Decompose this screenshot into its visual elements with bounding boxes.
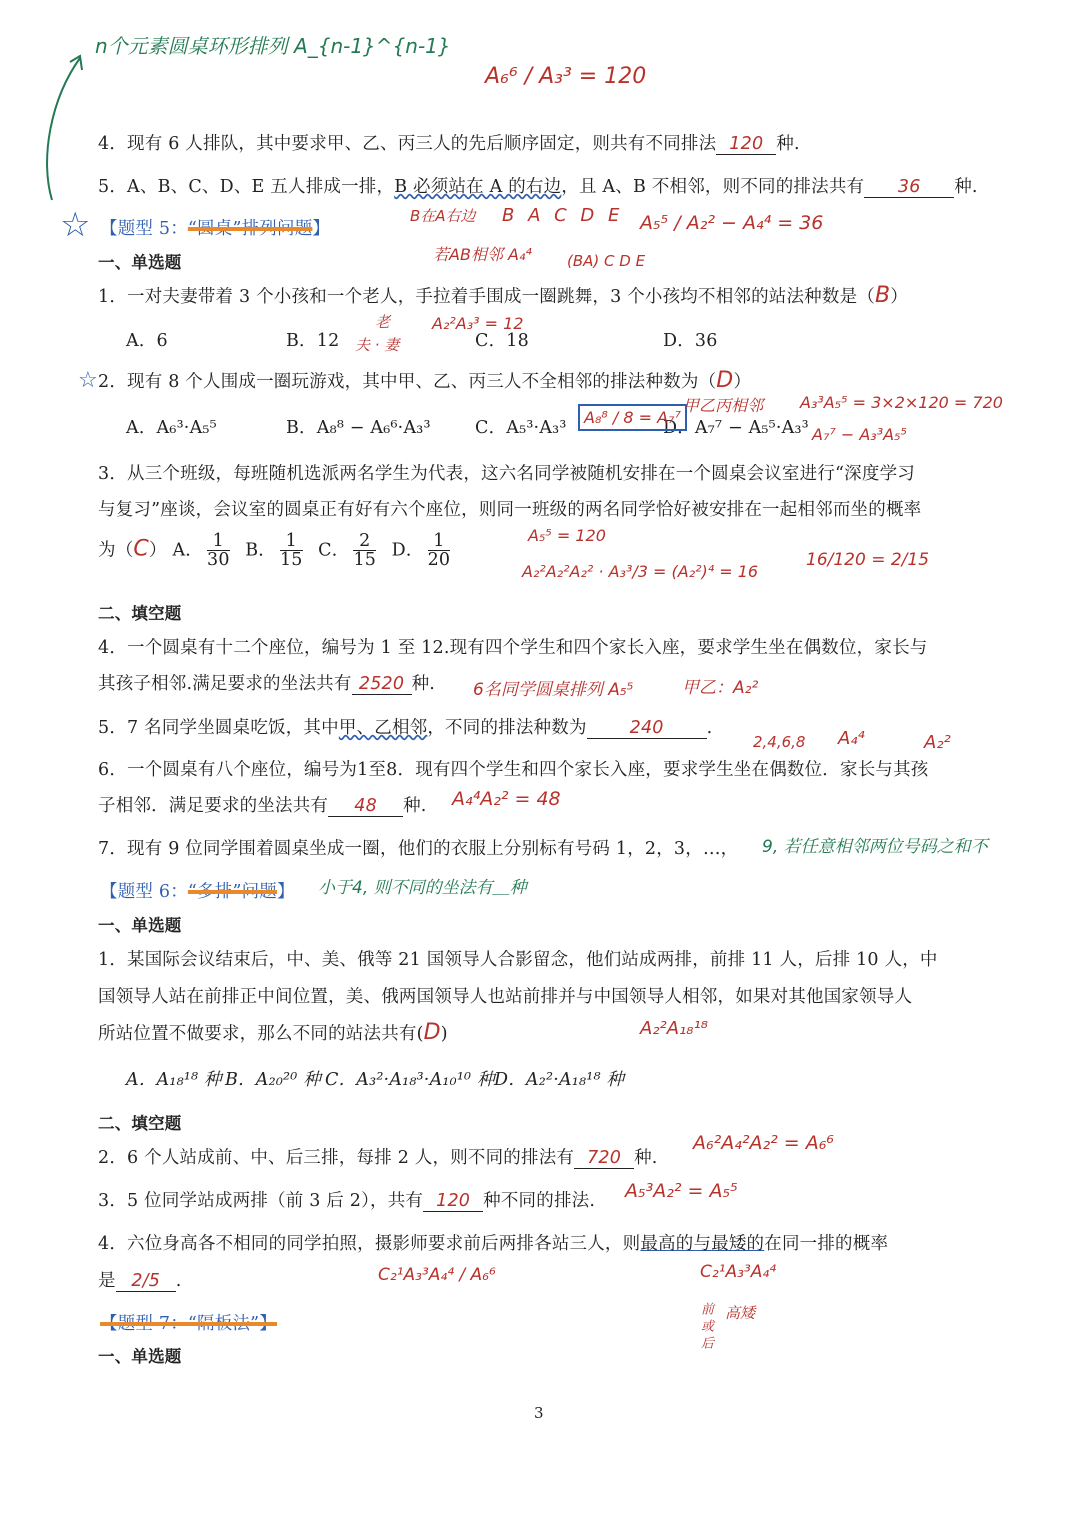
question-5-answer: 36 [864,177,954,198]
type-5-title-a: 【题型 5： [100,219,188,239]
s3-lead: 为（ [98,540,134,561]
s3-c-num: 2 [353,532,376,551]
multi-question-2-text: 2．6 个人站成前、中、后三排，每排 2 人，则不同的排法有 [98,1148,575,1168]
s2-option-b: B．A₈⁸ − A₆⁶·A₃³ [286,418,431,438]
s3-a-den: 30 [206,550,230,571]
m4-note-3: 前 或 后 [698,1302,713,1350]
s1-note-3: A₂²A₃³ = 12 [432,314,524,333]
multi-question-4-line-1 [98,1230,888,1255]
fill-question-5-suffix: . [706,718,713,738]
s1-option-b: B．12 [286,331,340,351]
type-6-handwritten-note: 小于4, 则不同的坐法有＿种 [318,878,527,898]
s3-option-c-label: C． [318,540,350,561]
question-5 [98,173,978,198]
s3-b-num: 1 [280,532,303,551]
s3-a-num: 1 [207,532,230,551]
f6-note: A₄⁴A₂² = 48 [452,788,561,810]
s3-note-1: A₅⁵ = 120 [528,526,606,545]
s3-b-den: 15 [279,550,303,571]
single-question-3-line-2: 与复习”座谈，会议室的圆桌正有好有六个座位，则同一班级的两名同学恰好被安排在一起相邻而坐的概率 [98,500,922,520]
m4-note-1: C₂¹A₃³A₄⁴ / A₆⁶ [378,1265,496,1285]
type-5-header [100,215,330,240]
s1-note-1: 老 [375,313,391,331]
s2-option-a: A．A₆³·A₅⁵ [126,418,217,438]
multi-question-4-line-2 [98,1267,181,1292]
fill-question-4-text: 其孩子相邻.满足要求的坐法共有 [98,674,352,694]
s3-d-den: 20 [427,550,451,571]
page-number: 3 [534,1404,544,1422]
fill-question-4-line-2 [98,670,435,695]
question-5-suffix: 种. [954,177,978,197]
multi-question-3-text: 3．5 位同学站成两排（前 3 后 2），共有 [98,1191,424,1211]
question-5-text-a: 5．A、B、C、D、E 五人排成一排， [98,177,395,197]
multi-question-1-line-2: 国领导人站在前排正中间位置，美、俄两国领导人也站前排并与中国领导人相邻，如果对其他国家领导人 [98,987,913,1007]
f5-note-1: 2,4,6,8 [753,733,806,751]
single-question-2-close: ） [733,372,752,392]
single-question-1-text: 1．一对夫妻带着 3 个小孩和一个老人，手拉着手围成一圈跳舞，3 个小孩均不相邻的站法种数是（ [98,287,875,307]
q5-note-5: (BA) C D E [567,252,646,270]
multi-question-1-line-3 [98,1020,448,1045]
fill-question-6-line-1: 6．一个圆桌有八个座位，编号为1至8．现有四个学生和四个家长入座，要求学生坐在偶数位．家长与其孩 [98,760,929,780]
multi-question-1-answer: D [423,1020,441,1045]
s3-d-num: 1 [428,532,451,551]
s2-note-2: 甲乙丙相邻 [683,396,764,415]
s3-note-2: A₂²A₂²A₂² · A₃³/3 = (A₂²)⁴ = 16 [522,562,759,581]
margin-arrow-drawing [40,40,100,210]
s3-option-d-fraction [428,532,451,570]
fill-question-5-text-c: ，不同的排法种数为 [427,718,587,738]
single-question-2 [98,368,751,393]
type-5-title-b: “圆桌”排列问题 [187,219,313,239]
type-6-title-a: 【题型 6： [100,882,188,902]
section-single-3: 一、单选题 [98,1347,182,1366]
s3-close: ） [148,540,167,561]
q5-note-2: B A C D E [502,205,624,226]
multi-question-1-line-1: 1．某国际会议结束后，中、美、俄等 21 国领导人合影留念，他们站成两排，前排 11 人，后排 10 人，中 [98,950,938,970]
fill-question-4-answer: 2520 [352,674,412,695]
multi-question-4-answer: 2/5 [116,1271,176,1292]
star-mark-2-icon: ☆ [78,368,98,393]
s1-option-d: D．36 [663,331,718,351]
type-7-header: 【题型 7：“隔板法”】 [100,1314,277,1334]
m1-option-b: B．A₂₀²⁰ 种 [225,1070,321,1090]
fill-question-4-line-1: 4．一个圆桌有十二个座位，编号为 1 至 12.现有四个学生和四个家长入座，要求学生坐在偶数位，家长与 [98,638,928,658]
single-question-1 [98,283,908,308]
f5-note-2: A₄⁴ [838,728,865,749]
multi-question-4-text-c: 在同一排的概率 [764,1234,889,1254]
question-4-suffix: 种. [776,134,800,154]
section-single-2: 一、单选题 [98,916,182,935]
section-fill-2: 二、填空题 [98,1114,182,1133]
s3-option-b-fraction [280,532,303,570]
multi-question-4-text-2: 是 [98,1271,116,1291]
multi-question-4-condition: 最高的与最矮的 [640,1234,765,1254]
section-fill-1: 二、填空题 [98,604,182,623]
fill-question-6-suffix: 种. [403,796,427,816]
s3-c-den: 15 [353,550,377,571]
s3-option-c-fraction [353,532,376,570]
section-single-1: 一、单选题 [98,253,182,272]
m1-option-d: D．A₂²·A₁₈¹⁸ 种 [494,1070,625,1090]
s3-option-d-label: D． [391,540,424,561]
multi-question-1-text: 所站位置不做要求，那么不同的站法共有( [98,1024,424,1044]
s3-option-a-label: A． [172,540,203,561]
s3-note-3: 16/120 = 2/15 [806,550,930,570]
m1-option-c: C．A₃²·A₁₈³·A₁₀¹⁰ 种 [325,1070,495,1090]
multi-question-2-answer: 720 [574,1148,634,1169]
s2-note-1: A₈⁸ / 8 = A₇⁷ [578,404,687,431]
m3-note: A₅³A₂² = A₅⁵ [625,1180,738,1202]
top-formula-note: A₆⁶ / A₃³ = 120 [485,64,647,89]
m4-note-2: C₂¹A₃³A₄⁴ [700,1262,777,1282]
q5-note-4: 若AB相邻 A₄⁴ [433,245,532,264]
single-question-1-close: ） [890,287,908,307]
m1-note: A₂²A₁₈¹⁸ [640,1018,708,1039]
s2-option-c: C．A₅³·A₃³ [475,418,567,438]
q5-note-1: B在A右边 [410,207,476,225]
s1-option-c: C．18 [475,331,529,351]
m2-note: A₆²A₄²A₂² = A₆⁶ [693,1132,834,1154]
f4-note-2: 甲乙：A₂² [682,678,759,698]
f4-note-1: 6名同学圆桌排列 A₅⁵ [473,680,634,700]
question-4-text: 4．现有 6 人排队，其中要求甲、乙、丙三人的先后顺序固定，则共有不同排法 [98,134,717,154]
single-question-2-text: 2．现有 8 个人围成一圈玩游戏，其中甲、乙、丙三人不全相邻的排法种数为（ [98,372,717,392]
multi-question-3-answer: 120 [423,1191,483,1212]
fill-question-6-line-2 [98,792,427,817]
single-question-2-answer: D [716,368,734,393]
star-mark-icon: ☆ [60,205,91,245]
header-handwritten-note: n个元素圆桌环形排列 A_{n-1}^{n-1} [95,34,451,58]
type-6-header [100,878,295,903]
s3-option-a-fraction [207,532,230,570]
s1-option-a: A．6 [126,331,168,351]
fill-question-4-suffix: 种. [411,674,436,694]
multi-question-3-suffix: 种不同的排法. [483,1191,596,1211]
m4-note-4: 高矮 [725,1304,756,1322]
single-question-1-answer: B [875,283,891,308]
multi-question-3 [98,1187,595,1212]
s3-answer: C [133,536,149,562]
single-question-3-line-1: 3．从三个班级，每班随机选派两名学生为代表，这六名同学被随机安排在一个圆桌会议室进行“深度学习 [98,464,915,484]
multi-question-2-suffix: 种. [634,1148,658,1168]
s1-note-2: 夫 · 妻 [355,336,400,354]
question-4-answer: 120 [716,134,776,155]
fill-question-6-answer: 48 [328,796,403,817]
question-5-text-c: ，且 A、B 不相邻，则不同的排法共有 [561,177,865,197]
fill-question-7: 7．现有 9 位同学围着圆桌坐成一圈，他们的衣服上分别标有号码 1，2，3，…， [98,839,739,859]
fill-question-5 [98,714,712,739]
q5-note-3: A₅⁵ / A₂² − A₄⁴ = 36 [640,212,824,234]
question-5-condition: B 必须站在 A 的右边 [394,177,562,197]
multi-question-1-close: ) [440,1024,448,1044]
fill-question-5-text-a: 5．7 名同学坐圆桌吃饭，其中 [98,718,339,738]
multi-question-4-suffix: . [175,1271,182,1291]
fill-question-5-condition: 甲、乙相邻 [338,718,428,738]
multi-question-2 [98,1144,658,1169]
fill-question-5-answer: 240 [587,718,707,739]
type-6-title-c: 】 [277,882,295,902]
f7-handwritten-note: 9, 若任意相邻两位号码之和不 [762,837,988,857]
s2-note-3: A₃³A₅⁵ = 3×2×120 = 720 [800,393,1003,412]
type-5-title-c: 】 [312,219,331,239]
multi-question-4-text-a: 4．六位身高各不相同的同学拍照，摄影师要求前后两排各站三人，则 [98,1234,641,1254]
s2-option-d: D．A₇⁷ − A₅⁵·A₃³ [663,418,809,438]
single-question-3-options [98,532,454,570]
s2-note-4: A₇⁷ − A₃³A₅⁵ [812,425,907,444]
type-6-title-b: “多排”问题 [187,882,277,902]
fill-question-6-text: 子相邻．满足要求的坐法共有 [98,796,329,816]
question-4 [98,130,800,155]
s3-option-b-label: B． [245,540,276,561]
m1-option-a: A．A₁₈¹⁸ 种 [126,1070,222,1090]
f5-note-3: A₂² [924,732,951,753]
